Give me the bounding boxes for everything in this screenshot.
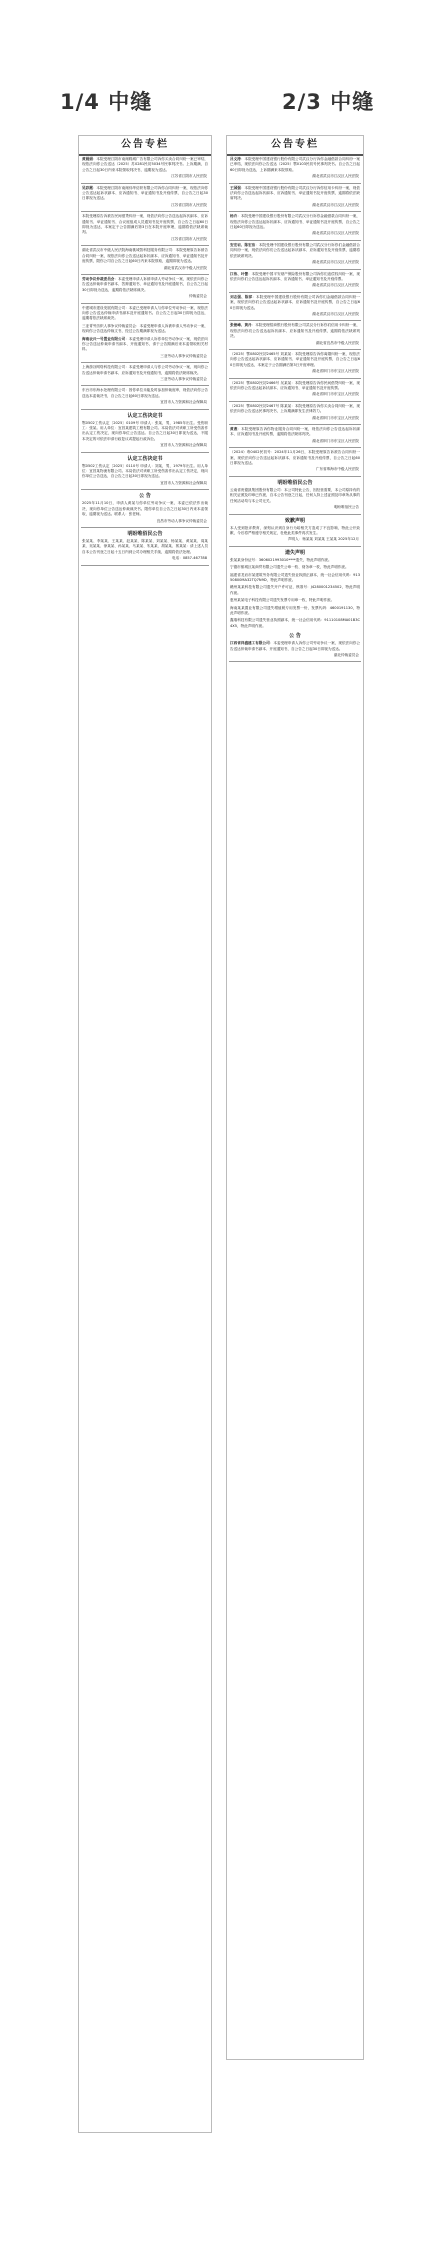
column-header: 公告专栏 — [227, 136, 363, 156]
notice-signature: 湖北省武汉市江汉区人民法院 — [312, 174, 359, 179]
section-title: 认定工伤决定书 — [127, 455, 163, 462]
notice-signature: 声明人：杨某某 刘某某 王某某 2025年12月 — [287, 537, 359, 542]
notice-divider — [81, 385, 209, 386]
notice-text: 上海游谷网络科技有限公司：本委受理申请人与你公司劳动争议一案，现向你公告送达仲裁申请书副本、应诉通知书及开庭通知书，逾期将依法缺席裁决。 — [82, 365, 208, 375]
notice-paragraph — [227, 426, 363, 439]
notice-text: 湖北省武汉市中级人民法院海南桃城智科技服务有限公司：本院受理原告诉被告合同纠纷一案，现依法向你公告送达起诉状副本、应诉通知书、举证通知书及开庭传票，限你公司自公告之日起60日内来本院领取，逾期即视为送达。 — [82, 248, 208, 264]
notice-paragraph — [227, 185, 363, 203]
notice-paragraph — [227, 564, 363, 571]
notice-divider — [229, 292, 361, 293]
notice-text: 中建城市建设发展有限公司：本委已受理申请人与你单位劳动争议一案，现依法向你公告送达仲裁申请书副本及开庭通知书。自公告之日起30日即视为送达，逾期将依法缺席裁决。 — [82, 305, 208, 321]
section-title: 认定工伤决定书 — [127, 412, 163, 419]
column-body — [79, 156, 211, 566]
notice-text: ：本院受理中国建设银行股份有限公司武汉分行诉你信用卡纠纷一案，现依法向你公告送达起诉状副本、应诉通知书、举证通知书及开庭传票，逾期将依法缺席判决。 — [230, 185, 361, 201]
notice-signature: 湖北省武汉市中级人民法院 — [163, 265, 207, 270]
section-title: 公 告 — [139, 493, 151, 500]
section-title: 明盼唯佰民公告 — [277, 479, 313, 486]
notice-text: （2025）鄂0802民初2467号 陈某某：本院受理原告诉你买卖合同纠纷一案，现依法向你公告送达民事判决书，上诉期满即发生法律效力。 — [230, 403, 360, 414]
notice-addressee: 刘志强、陈萍 — [230, 294, 253, 299]
notice-paragraph — [79, 500, 211, 518]
notice-text: ：本院受理招商银行股份有限公司武汉分行诉你们信用卡纠纷一案，现依法向你们公告送达起诉状副本、应诉通知书及开庭传票，逾期将依法缺席判决。 — [230, 323, 361, 339]
notice-text: 鄂0502工伤认定〔2025〕0109号 申请人：张某，男，1985年出生。受伤职工：张某。用人单位：宜昌某建筑工程有限公司。本局依法对该职工所受伤害作出认定工伤决定，现向你单位公告送达。自公告之日起30日即视为送达，不服本决定的可依法申请行政复议或提起行政诉讼。 — [82, 420, 208, 441]
notice-addressee: 江伟、叶蕾 — [230, 271, 249, 276]
notice-divider — [81, 362, 209, 363]
notice-signature: 湖北省武汉市江汉区人民法院 — [312, 283, 359, 288]
notice-text: ：本委受理申请人诉你单位劳动争议一案，现依法向你公告送达仲裁申请书副本、开庭通知书，请于公告期满后来本委领取相关材料。 — [82, 336, 208, 352]
notice-paragraph — [79, 213, 211, 237]
notice-paragraph — [79, 463, 211, 481]
notice-divider — [81, 452, 209, 453]
notice-divider — [229, 183, 361, 184]
notice-divider — [229, 447, 361, 448]
notice-divider — [229, 514, 361, 515]
notice-text: ：本院受理中国平安财产保险股份有限公司诉你们追偿权纠纷一案，现依法向你们公告送达起诉状副本、应诉通知书、举证通知书及开庭传票。 — [230, 271, 361, 281]
notice-paragraph — [227, 557, 363, 564]
notice-paragraph — [227, 271, 363, 284]
notice-signature: 湖北省荆门市东宝区人民法院 — [312, 415, 359, 420]
notice-paragraph — [227, 449, 363, 467]
notice-text: ：本院受理江阴市南闸伟华纺织有限公司诉你合同纠纷一案，现依法向你公告送达起诉状副本、应诉通知书、举证通知书及开庭传票，自公告之日起30日即视为送达。 — [82, 185, 209, 201]
notice-paragraph — [227, 403, 363, 416]
notice-paragraph — [227, 605, 363, 618]
notice-signature: 湖北省荆门市东宝区人民法院 — [312, 438, 359, 443]
notice-divider — [229, 320, 361, 321]
notice-paragraph — [79, 247, 211, 265]
notice-addressee: 安宏岩、陈宏洁 — [230, 242, 256, 247]
notice-paragraph — [227, 597, 363, 604]
notice-signature: 湛北仲裁委员会 — [333, 653, 359, 657]
notice-signature: 江苏省江阴市人民法院 — [171, 236, 207, 241]
notice-paragraph — [227, 213, 363, 231]
notice-text: 福建省龙岩市某建筑劳务有限公司遗失营业执照正副本，统一社会信用代码：91350800MA32TQ7N9D，特此声明作废。 — [230, 572, 360, 582]
notice-divider — [81, 565, 209, 566]
notice-paragraph — [227, 322, 363, 340]
notice-paragraph — [227, 380, 363, 393]
notice-text: 本人受到批评教育，深刻认识到自身行为给相关方造成了不良影响，特此公开致歉，今后将严格遵守相关规定，杜绝此类事件再次发生。 — [230, 525, 360, 535]
notice-signature: 江苏省江阴市人民法院 — [171, 174, 207, 179]
page-title-right: 2/3 中缝 — [282, 90, 375, 114]
notice-divider — [81, 303, 209, 304]
notice-signature: 湖北省武汉市江汉区人民法院 — [312, 311, 359, 316]
notice-signature: 江苏省江阴市人民法院 — [171, 202, 207, 207]
notice-paragraph — [79, 538, 211, 556]
notice-divider — [229, 424, 361, 425]
notice-addressee: 黄娟娟 — [82, 157, 93, 161]
section-title: 遗失声明 — [284, 549, 305, 556]
notice-paragraph — [227, 242, 363, 260]
notice-divider — [229, 546, 361, 547]
notice-divider — [229, 349, 361, 350]
notice-text: （2025）鄂0802民初2466号 吴某某：本院受理原告诉你民间借贷纠纷一案，现依法向你公告送达起诉状副本、应诉通知书、举证通知书及开庭传票。 — [230, 380, 360, 390]
notice-signature: 仲裁委员会 — [189, 294, 207, 299]
notice-text: 云南省贵德凯集团股份有限公司：本公司特此公告，因经营需要，本公司原持有的相关证照及印章已作废，自本公告刊登之日起，任何人持上述证照及印章所从事的任何活动均与本公司无关。 — [230, 487, 360, 503]
notice-divider — [229, 211, 361, 212]
notice-text: 张某某、李某某、王某某、赵某某、陈某某、刘某某、杨某某、黄某某、周某某、吴某某、徐某某、孙某某、马某某、朱某某、胡某某、郭某某：请上述人员自本公告刊登之日起十五日内到公司办理相关手续，逾期将依法处理。 — [82, 538, 208, 554]
notice-divider — [81, 274, 209, 275]
notice-column-right — [226, 135, 364, 2060]
notice-divider — [81, 183, 209, 184]
notice-divider — [81, 211, 209, 212]
notice-divider — [229, 661, 361, 662]
notice-addressee: 吕文涛 — [230, 157, 241, 161]
notice-paragraph — [79, 185, 211, 203]
notice-divider — [81, 409, 209, 410]
notice-signature: 明盼唯佰民公告 — [333, 505, 359, 510]
notice-text: 本院受理原告诉被告民间借贷纠纷一案，现依法向你公告送达起诉状副本、应诉通知书、举证通知书、合议庭组成人员通知书及开庭传票，自公告之日起60日即视为送达，本案定于公告期满后第3日在本院开庭审理，逾期将依法缺席裁判。 — [82, 214, 208, 235]
notice-text: 张某某身份证号：3606021993010****遗失，特此声明作废。 — [230, 557, 332, 562]
notice-text: （2024）粤0402民初号：2024年11月26日，本院受理原告诉被告合同纠纷一案，现依法向你公告送达起诉状副本、应诉通知书及开庭传票，自公告之日起60日即视为送达。 — [230, 450, 360, 466]
notice-divider — [81, 489, 209, 490]
notice-signature: 三亚劳动人事争议仲裁委员会 — [160, 353, 207, 358]
notice-divider — [229, 401, 361, 402]
column-body — [227, 156, 363, 662]
notice-text: 海南某某置业有限公司遗失增值税专用发票一份，发票代码：4600191130，特此声明作废。 — [230, 605, 360, 615]
notice-paragraph — [79, 323, 211, 336]
notice-text: ：本院受理中国建设银行股份有限公司武汉分行诉你金融借款合同纠纷一案，现依法向你公告送达起诉状副本、应诉通知书、举证通知书及开庭传票，自公告之日起60日即视为送达。 — [230, 214, 361, 230]
notice-text: ：本院受理中国建设银行股份有限公司武汉分行诉你们金融借款合同纠纷一案，现依法向你们公告送达起诉状副本、应诉通知书及开庭传票，逾期将依法缺席判决。 — [230, 242, 360, 258]
notice-paragraph — [227, 640, 363, 653]
notice-text: 2025年11月10日，申请人黄某与你单位劳动争议一案，本委已依法作出裁决，现向你单位公告送达仲裁裁决书。限你单位自公告之日起30日内来本委领取，逾期视为送达。联系人：张老师。 — [82, 501, 208, 517]
notice-signature: 湖北省荆门市东宝区人民法院 — [312, 392, 359, 397]
notice-paragraph — [79, 156, 211, 174]
notice-addressee: 杨卉 — [230, 214, 238, 219]
notice-text: 三亚青劳纺织人事争议仲裁委员会：本委受理申请人诉被申请人劳动争议一案，现向你公告送达仲裁文书，经过公告期满即视为送达。 — [82, 323, 208, 334]
page-title-left: 1/4 中缝 — [60, 90, 153, 114]
notice-text: ：本委受理申请人诉被申请人劳动争议一案，现依法向你公告送达仲裁申请书副本、答辩通知书、举证通知书及开庭通知书，自公告之日起30日即视为送达，逾期将依法缺席裁决。 — [82, 276, 209, 292]
notice-signature: 宜昌市人力资源和社会保障局 — [160, 400, 207, 405]
notice-paragraph — [227, 572, 363, 585]
notice-signature: 宜昌市人力资源和社会保障局 — [160, 480, 207, 485]
notice-paragraph — [227, 584, 363, 597]
notice-paragraph — [227, 617, 363, 630]
notice-addressee: 海南农兴一号置业有限公司 — [82, 336, 126, 341]
notice-divider — [81, 527, 209, 528]
notice-signature: 电话：0857-467788 — [172, 556, 207, 561]
notice-text: 鄂0502工伤认定〔2025〕0110号 申请人：刘某，男，1979年出生。用人单位：宜昌某物流有限公司。本局依法对该职工所受伤害作出认定工伤决定，现向你单位公告送达，自公告之日起30日即视为送达。 — [82, 463, 208, 479]
section-title: 明盼唯佰民公告 — [127, 530, 163, 537]
notice-addressee: 黄燕 — [230, 427, 238, 432]
notice-signature: 湖北省荆门市东宝区人民法院 — [312, 369, 359, 374]
notice-divider — [229, 240, 361, 241]
notice-addressee: 张俊峰、黄丹 — [230, 323, 252, 328]
notice-paragraph — [79, 276, 211, 294]
notice-paragraph — [79, 364, 211, 377]
notice-addressee: 江西省祥盛建工有限公司 — [230, 641, 270, 646]
notice-signature: 湖北省武汉市江汉区人民法院 — [312, 202, 359, 207]
notice-signature: 广东省珠海市中级人民法院 — [315, 467, 359, 472]
notice-text: 宁德市蕉城区某商贸有限公司遗失公章一枚、财务章一枚，特此声明作废。 — [230, 565, 349, 570]
notice-divider — [229, 378, 361, 379]
notice-text: 赣州某某科技有限公司遗失开户许可证，核准号：J4280001234502，特此声明作废。 — [230, 585, 360, 595]
section-title: 致歉声明 — [284, 517, 305, 524]
notice-signature: 湖北省武汉市江汉区人民法院 — [312, 231, 359, 236]
notice-divider — [81, 245, 209, 246]
notice-paragraph — [227, 351, 363, 369]
notice-divider — [229, 269, 361, 270]
notice-text: ：本院受理中国建设银行股份有限公司诉你们金融借款合同纠纷一案，现依法向你们公告送达起诉状副本、应诉通知书及开庭传票，自公告之日起60日即视为送达。 — [230, 294, 361, 310]
notice-paragraph — [79, 420, 211, 444]
notice-text: 东台市东海水处理有限公司：因你单位未能及时参加仲裁庭审，现依法向你公告送达本委裁决书，自公告之日起60日即视为送达。 — [82, 388, 208, 398]
notice-text: ：本院受理中国建设银行股份有限公司武汉分行诉你金融借款合同纠纷一案已审结，现依法向你公告送达（2025）鄂0103民初号民事判决书。自公告之日起60日即视为送达，上诉期满来本院领取。 — [230, 157, 361, 172]
notice-column-left — [78, 135, 212, 2133]
column-header: 公告专栏 — [79, 136, 211, 156]
notice-addressee: 吴彩霞 — [82, 185, 93, 190]
notice-signature: 三亚劳动人事争议仲裁委员会 — [160, 377, 207, 381]
notice-text: 惠州某某电子科技有限公司遗失发票专用章一枚，特此声明作废。 — [230, 598, 335, 603]
notice-signature: 湖北省武汉市江汉区人民法院 — [312, 260, 359, 265]
notice-text: ：本院受理原告诉你物业服务合同纠纷一案，现依法向你公告送达起诉状副本、应诉通知书及开庭传票，逾期将依法缺席判决。 — [230, 427, 360, 437]
notice-paragraph — [227, 525, 363, 538]
notice-paragraph — [79, 336, 211, 354]
notice-paragraph — [227, 294, 363, 312]
notice-text: （2025）鄂0802民初2465号 刘某某：本院受理原告诉你离婚纠纷一案，现依法向你公告送达起诉状副本、应诉通知书、举证通知书及开庭传票，自公告之日起60日即视为送达，本案定于公告期满后第3日开庭审理。 — [230, 351, 360, 367]
notice-paragraph — [79, 305, 211, 323]
notice-paragraph — [79, 387, 211, 400]
notice-text: ：本院受理江阴市南闸鞋城广告有限公司诉你买卖合同纠纷一案已审结，现依法向你公告送达（2025）苏0281民初5034号民事判决书。上诉期满，自公告之日起30日内来本院领取判决书，逾期视为送达。 — [82, 157, 209, 172]
notice-signature: 宜昌市人力资源和社会保障局 — [160, 443, 207, 448]
section-title: 公 告 — [289, 633, 301, 640]
notice-text: ：本委受理申请人诉你公司劳动争议一案，现依法向你公告送达仲裁申请书副本、开庭通知书，自公告之日起30日即视为送达。 — [230, 641, 361, 651]
notice-signature: 宜昌市劳动人事争议仲裁委员会 — [156, 518, 207, 523]
notice-signature: 湖北省宜昌市中级人民法院 — [315, 340, 359, 345]
notice-addressee: 劳动争议仲裁委员会 — [82, 276, 115, 281]
notice-divider — [229, 476, 361, 477]
notice-addressee: 王国强 — [230, 185, 241, 190]
notice-paragraph — [227, 487, 363, 505]
notice-text: 鑫瑞科技有限公司遗失营业执照副本，统一社会信用代码：91110108MA01B3C4X5，特此声明作废。 — [230, 618, 360, 628]
notice-paragraph — [227, 156, 363, 174]
